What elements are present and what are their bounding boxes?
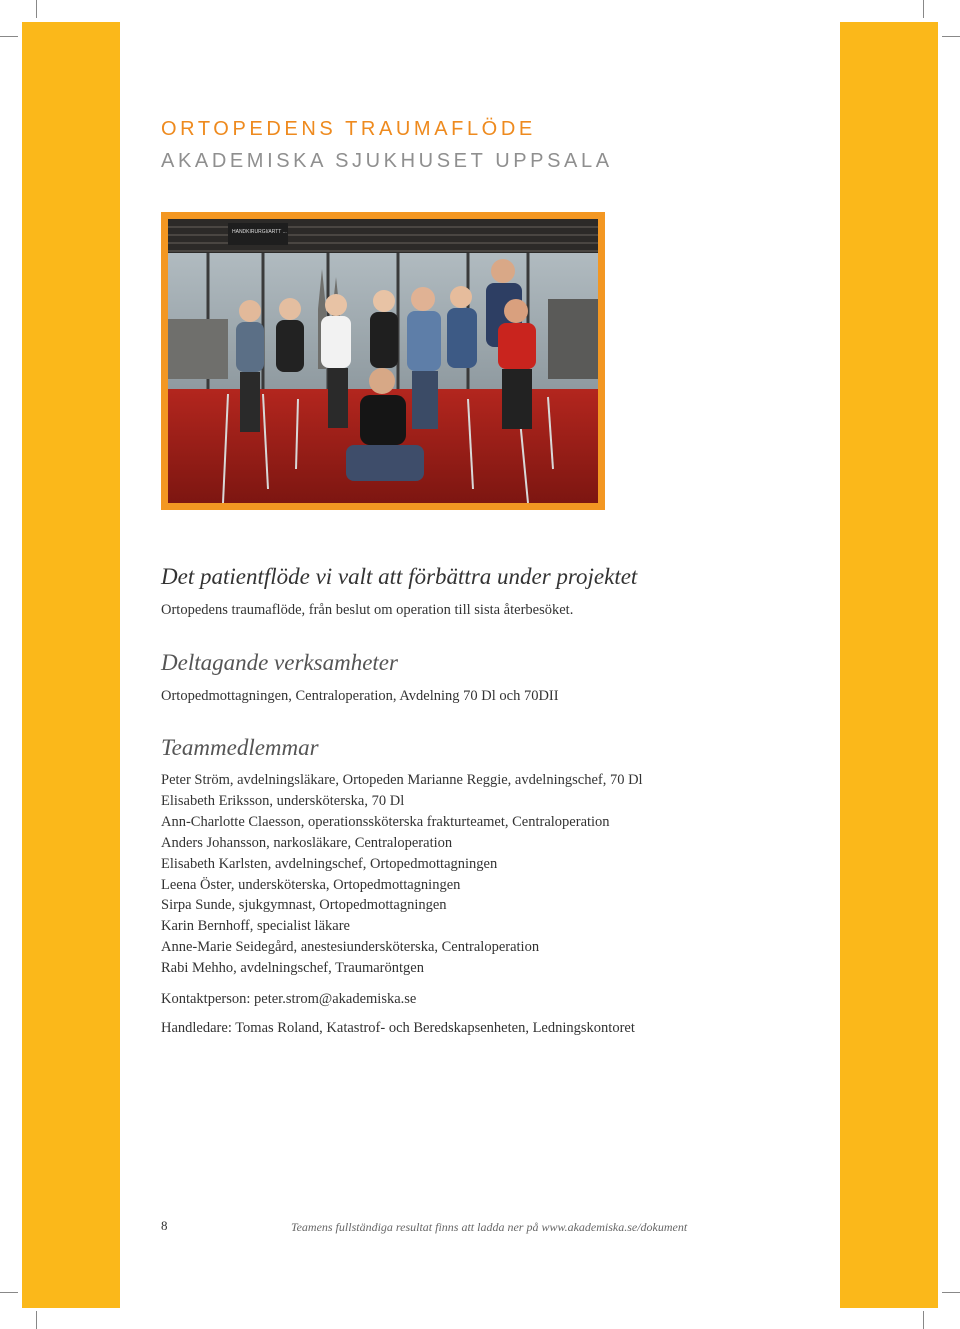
page-title: ORTOPEDENS TRAUMAFLÖDE [161, 118, 536, 140]
team-photo-illustration [168, 219, 598, 503]
page-number: 8 [161, 1218, 168, 1233]
crop-mark [923, 0, 924, 18]
crop-mark [923, 1311, 924, 1329]
list-item: Peter Ström, avdelningsläkare, Ortopeden Marianne Reggie, avdelningschef, 70 Dl [161, 772, 643, 788]
list-item: Anne-Marie Seidegård, anestesiundersköterska, Centraloperation [161, 939, 540, 956]
crop-mark [0, 36, 18, 37]
crop-mark [0, 1292, 18, 1293]
list-item: Karin Bernhoff, specialist läkare [161, 918, 350, 935]
departments-text: Ortopedmottagningen, Centraloperation, Avdelning 70 Dl och 70DII [161, 688, 559, 704]
team-photo [161, 212, 605, 510]
list-item: Rabi Mehho, avdelningschef, Traumaröntgen [161, 960, 424, 977]
list-item: Leena Öster, undersköterska, Ortopedmottagningen [161, 876, 461, 893]
left-yellow-bar [22, 22, 120, 1308]
contact-person: Kontaktperson: peter.strom@akademiska.se [161, 991, 417, 1007]
crop-mark [36, 0, 37, 18]
list-item: Anders Johansson, narkosläkare, Centraloperation [161, 834, 453, 851]
crop-mark [942, 36, 960, 37]
list-item: Elisabeth Karlsten, avdelningschef, Ortopedmottagningen [161, 855, 498, 872]
team-member-list [161, 770, 643, 979]
list-item: Sirpa Sunde, sjukgymnast, Ortopedmottagningen [161, 897, 447, 914]
supervisor: Handledare: Tomas Roland, Katastrof- och Beredskapsenheten, Ledningskontoret [161, 1020, 635, 1036]
patient-flow-heading: Det patientflöde vi valt att förbättra under projektet [161, 564, 638, 589]
list-item: Ann-Charlotte Claesson, operationssköterska frakturteamet, Centraloperation [161, 813, 610, 830]
page-subtitle: AKADEMISKA SJUKHUSET UPPSALA [161, 150, 613, 172]
team-heading: Teammedlemmar [161, 735, 319, 760]
departments-heading: Deltagande verksamheter [161, 650, 398, 675]
right-yellow-bar [840, 22, 938, 1308]
list-item: Elisabeth Eriksson, undersköterska, 70 Dl [161, 792, 405, 809]
crop-mark [942, 1292, 960, 1293]
photo-sign-text: HANDKIRURGI/ARTT ... [232, 229, 287, 235]
footer-note: Teamens fullständiga resultat finns att ladda ner på www.akademiska.se/dokument [291, 1220, 688, 1234]
patient-flow-text: Ortopedens traumaflöde, från beslut om operation till sista återbesöket. [161, 602, 574, 618]
crop-mark [36, 1311, 37, 1329]
